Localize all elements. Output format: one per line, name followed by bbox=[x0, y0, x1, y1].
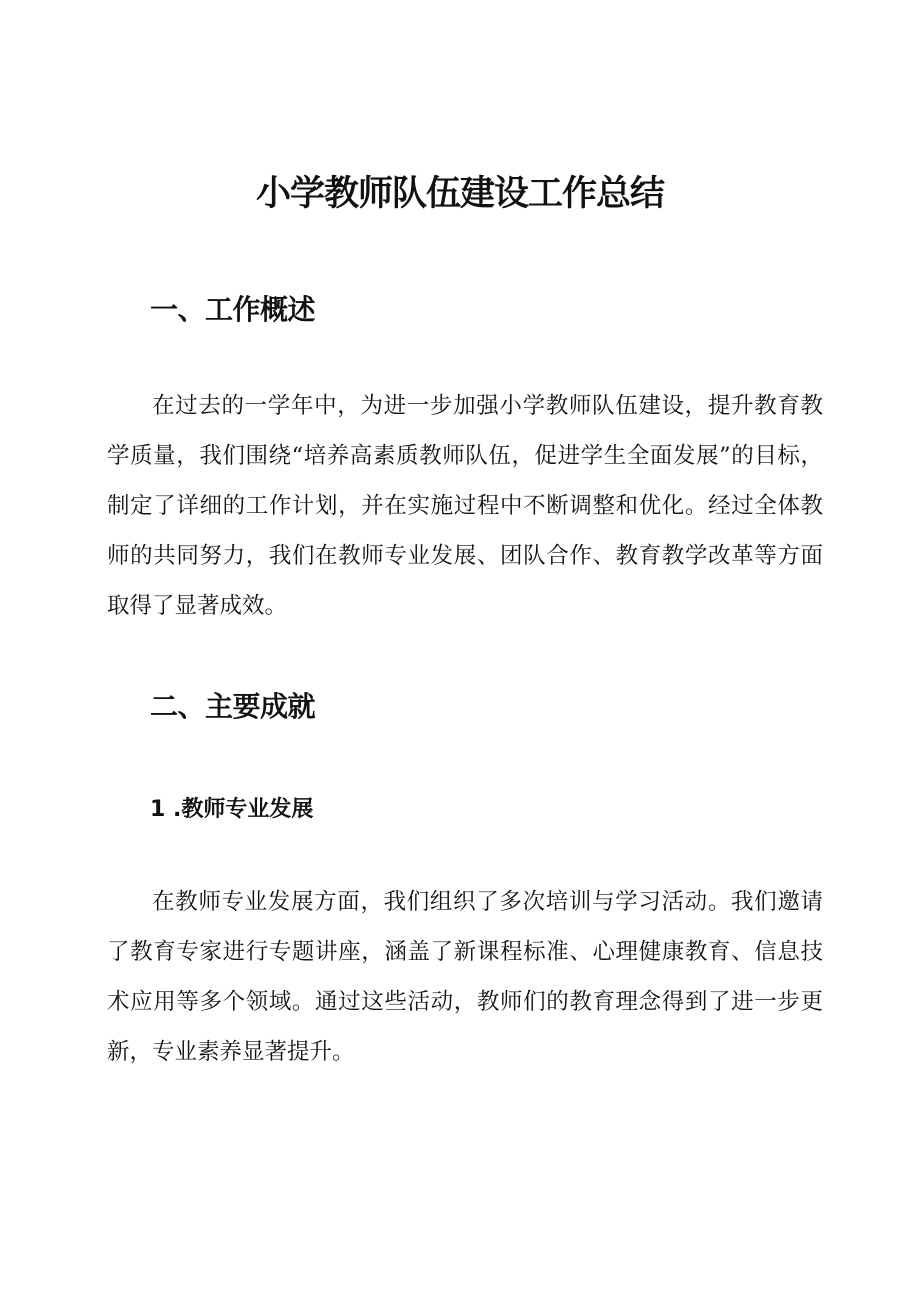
document-title: 小学教师队伍建设工作总结 bbox=[255, 174, 664, 214]
section-heading-overview: 一、工作概述 bbox=[150, 293, 316, 326]
subheading-teacher-development: 1 .教师专业发展 bbox=[150, 797, 314, 822]
overview-paragraph: 在过去的一学年中，为进一步加强小学教师队伍建设，提升教育教学质量，我们围绕“培养高素质教师队伍，促进学生全面发展”的目标，制定了详细的工作计划，并在实施过程中不断调整和优化。经过全体教师的共同努力，我们在教师专业发展、团队合作、教育教学改革等方面取得了显著成效。 bbox=[107, 393, 823, 619]
section-heading-achievements: 二、主要成就 bbox=[150, 690, 316, 723]
teacher-development-paragraph: 在教师专业发展方面，我们组织了多次培训与学习活动。我们邀请了教育专家进行专题讲座，涵盖了新课程标准、心理健康教育、信息技术应用等多个领域。通过这些活动，教师们的教育理念得到了进一步更新，专业素养显著提升。 bbox=[107, 889, 823, 1065]
